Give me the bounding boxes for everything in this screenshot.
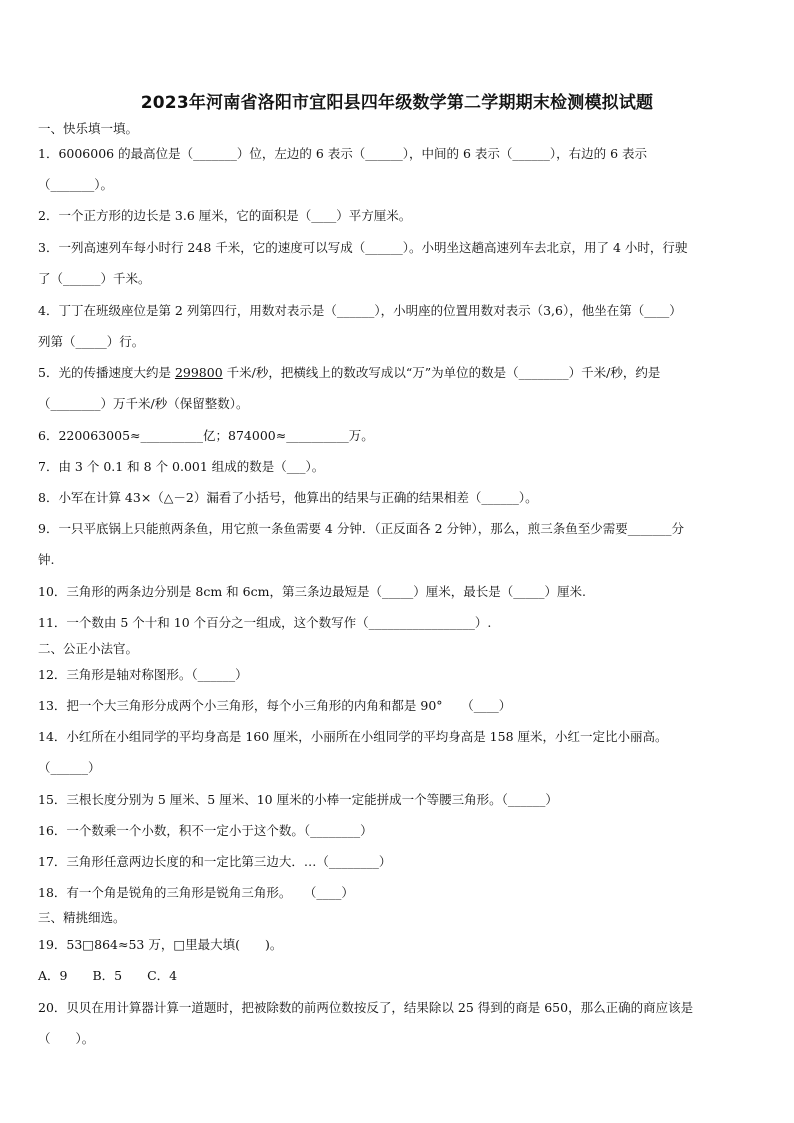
question-19-options: A．9 B．5 C．4	[38, 968, 178, 983]
question-14-continued: （______）	[38, 760, 101, 775]
question-10: 10．三角形的两条边分别是 8cm 和 6cm，第三条边最短是（_____）厘米，最长是（_____）厘米.	[38, 584, 586, 599]
question-6: 6．220063005≈__________亿；874000≈__________万。	[38, 428, 374, 443]
question-5-text-end: 千米/秒，把横线上的数改写成以“万”为单位的数是（________）千米/秒，约是	[222, 365, 661, 380]
question-16: 16．一个数乘一个小数，积不一定小于这个数。（________）	[38, 823, 373, 838]
question-7: 7．由 3 个 0.1 和 8 个 0.001 组成的数是（___）。	[38, 459, 325, 474]
question-8: 8．小军在计算 43×（△－2）漏看了小括号，他算出的结果与正确的结果相差（______）。	[38, 490, 538, 505]
question-14: 14．小红所在小组同学的平均身高是 160 厘米，小丽所在小组同学的平均身高是 158 厘米，小红一定比小丽高。	[38, 729, 668, 744]
question-9: 9．一只平底锅上只能煎两条鱼，用它煎一条鱼需要 4 分钟．（正反面各 2 分钟），那么，煎三条鱼至少需要_______分	[38, 521, 685, 536]
question-5-text-start: 5．光的传播速度大约是	[38, 365, 175, 380]
question-3: 3．一列高速列车每小时行 248 千米，它的速度可以写成（______）。小明坐这趟高速列车去北京，用了 4 小时，行驶	[38, 240, 688, 255]
question-19: 19．53□864≈53 万，□里最大填( )。	[38, 937, 283, 952]
question-4-continued: 列第（_____）行。	[38, 334, 145, 349]
question-12: 12．三角形是轴对称图形。（______）	[38, 667, 248, 682]
question-5	[38, 365, 758, 381]
question-20: 20．贝贝在用计算器计算一道题时，把被除数的前两位数按反了，结果除以 25 得到的商是 650，那么正确的商应该是	[38, 1000, 694, 1015]
section-heading-fill-in: 一、快乐填一填。	[38, 121, 139, 136]
question-1-continued: （_______）。	[38, 177, 114, 192]
question-3-continued: 了（______）千米。	[38, 271, 151, 286]
question-2: 2．一个正方形的边长是 3.6 厘米，它的面积是（____）平方厘米。	[38, 208, 412, 223]
question-20-continued: （ ）。	[38, 1031, 95, 1046]
section-heading-multiple-choice: 三、精挑细选。	[38, 910, 126, 925]
section-heading-true-false: 二、公正小法官。	[38, 641, 139, 656]
question-18: 18．有一个角是锐角的三角形是锐角三角形。 （____）	[38, 885, 354, 900]
question-5-continued: （________）万千米/秒（保留整数）。	[38, 396, 249, 411]
question-4: 4．丁丁在班级座位是第 2 列第四行，用数对表示是（______），小明座的位置用数对表示（3,6），他坐在第（____）	[38, 303, 682, 318]
question-1: 1．6006006 的最高位是（_______）位，左边的 6 表示（______），中间的 6 表示（______），右边的 6 表示	[38, 146, 648, 161]
question-11: 11．一个数由 5 个十和 10 个百分之一组成，这个数写作（_________________）.	[38, 615, 492, 630]
question-15: 15．三根长度分别为 5 厘米、5 厘米、10 厘米的小棒一定能拼成一个等腰三角形。（______）	[38, 792, 558, 807]
question-17: 17．三角形任意两边长度的和一定比第三边大．…（________）	[38, 854, 392, 869]
underlined-number: 299800	[174, 365, 223, 380]
question-9-continued: 钟.	[38, 552, 55, 567]
question-13: 13．把一个大三角形分成两个小三角形，每个小三角形的内角和都是 90° （____）	[38, 698, 512, 713]
page-title: 2023年河南省洛阳市宜阳县四年级数学第二学期期末检测模拟试题	[140, 93, 654, 113]
